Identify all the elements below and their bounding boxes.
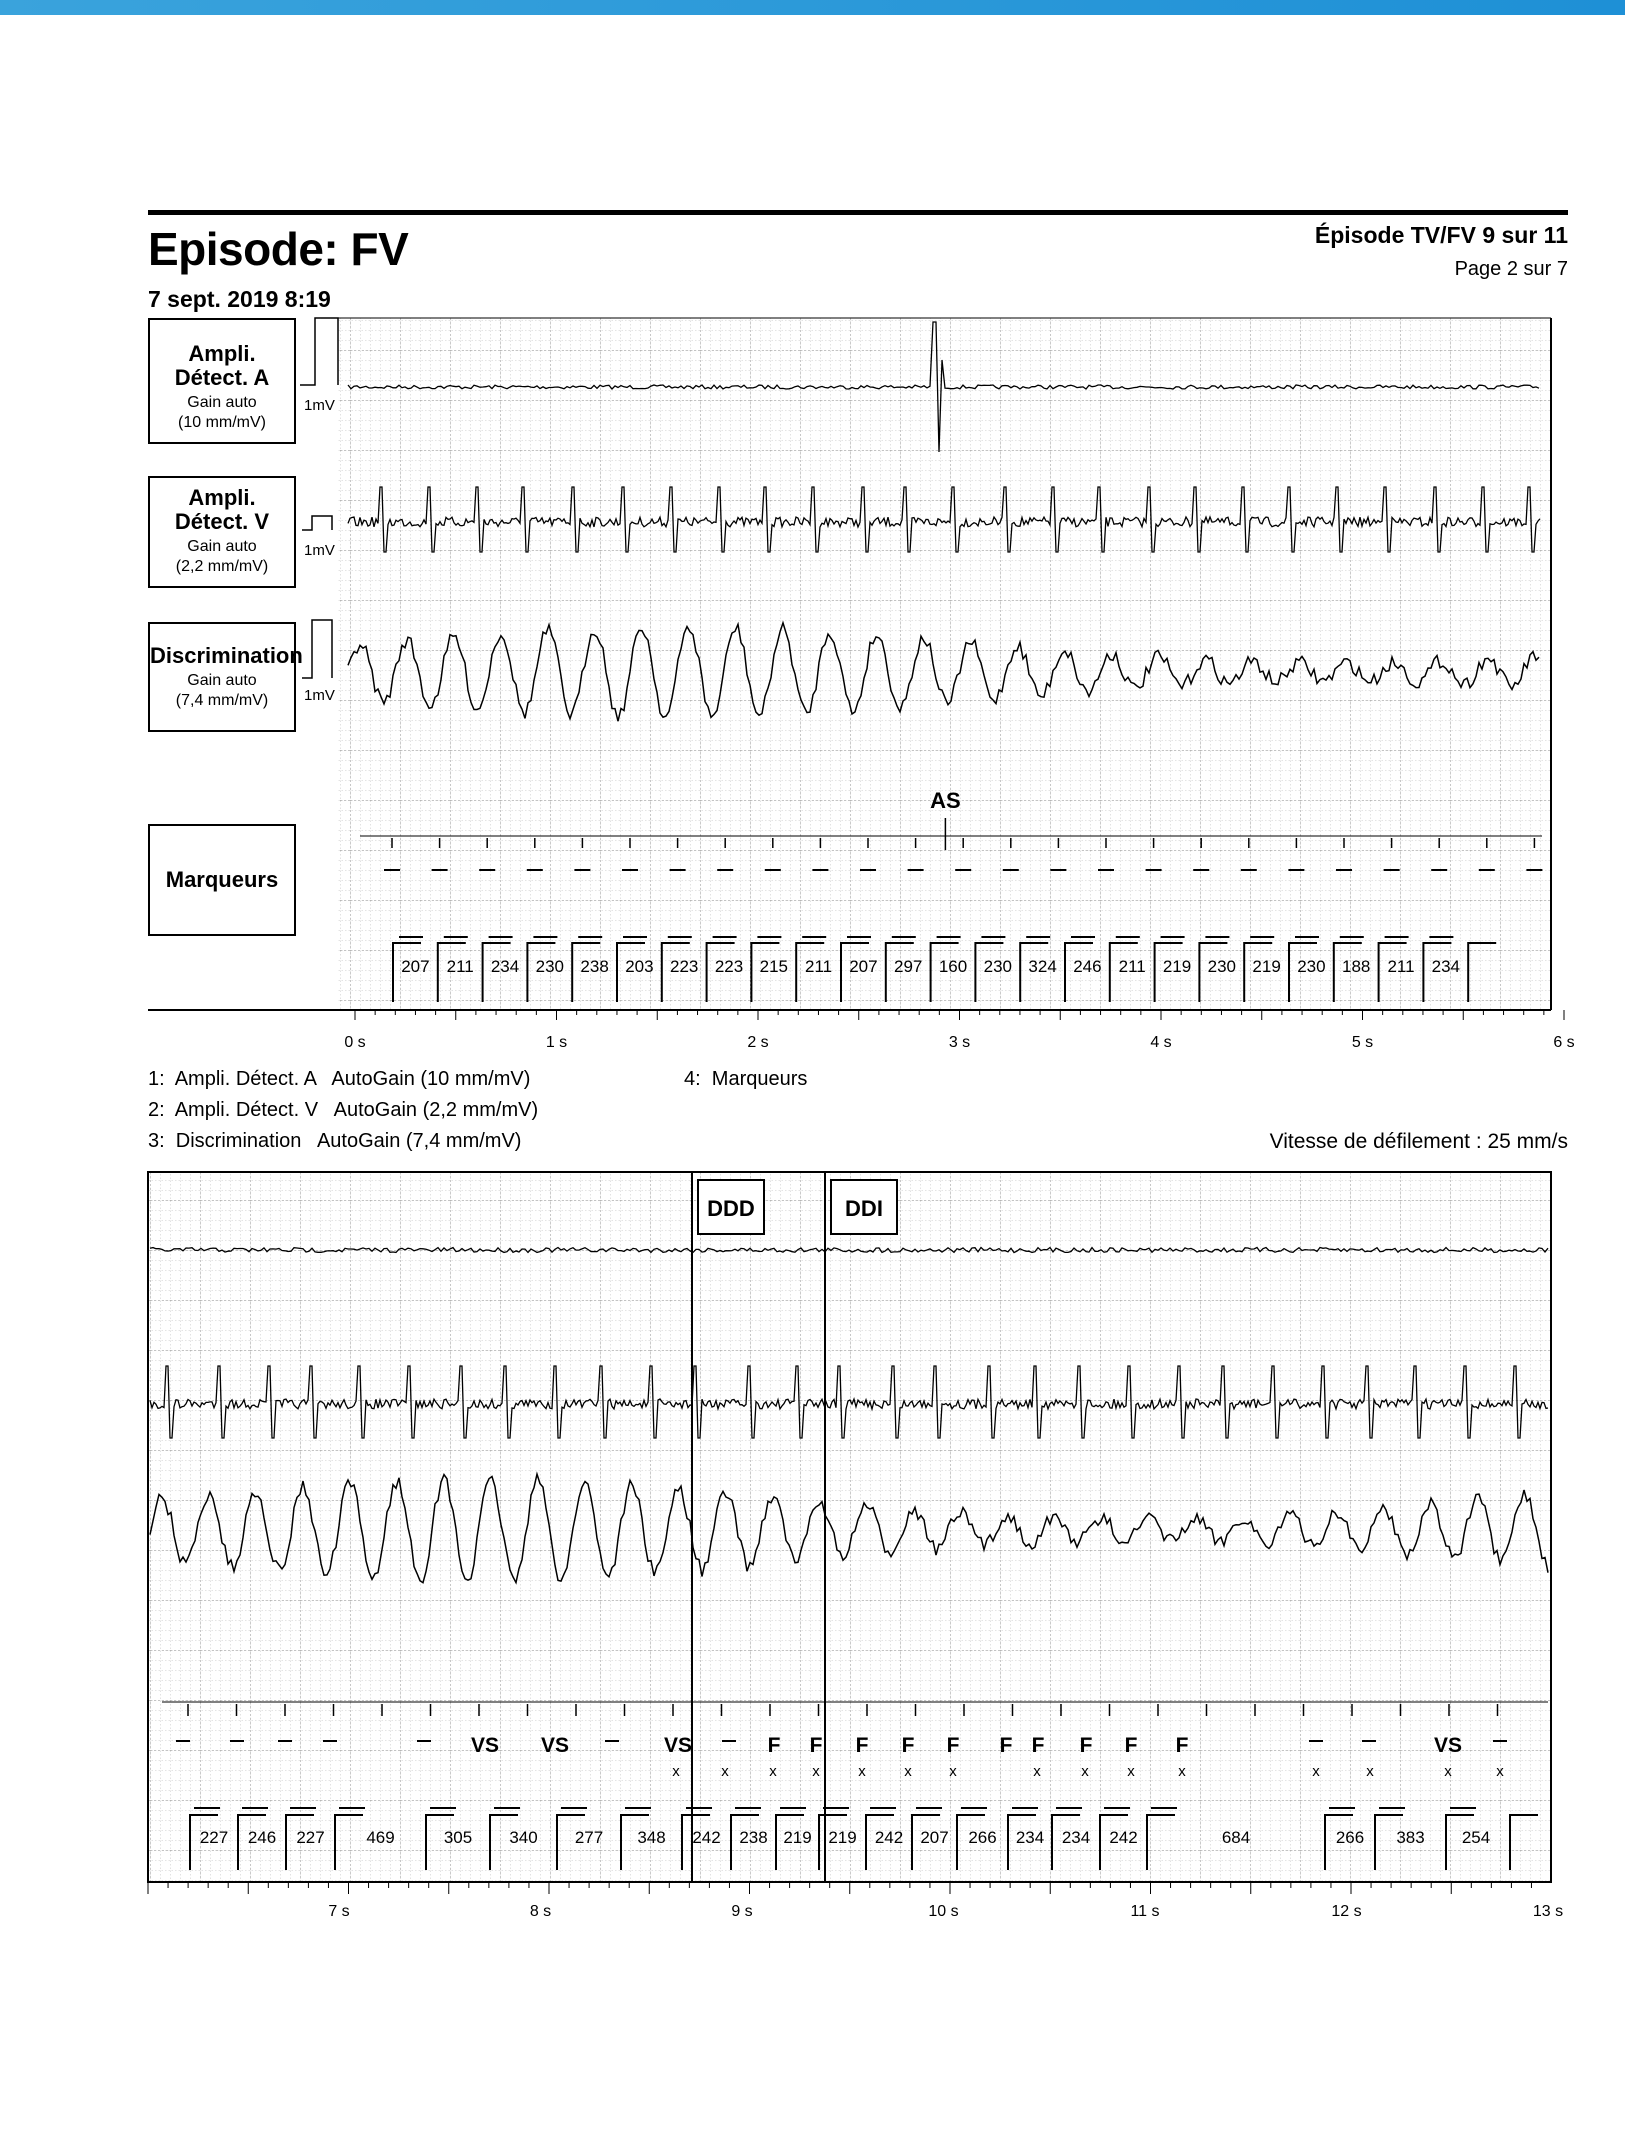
interval-value: 207 [920, 1828, 949, 1847]
ventricular-marker-label: VS [1433, 1734, 1463, 1757]
interval-value: 234 [1015, 1828, 1045, 1847]
interval-value: 215 [759, 957, 788, 976]
page-title: Episode: FV [148, 223, 409, 275]
interval-value: 305 [443, 1828, 473, 1847]
channel-scale-discrimination: (7,4 mm/mV) [175, 692, 269, 709]
interval-value: 219 [1162, 957, 1192, 976]
time-label: 10 s [928, 1903, 959, 1920]
interval-value: 219 [783, 1828, 812, 1847]
cal-label-ventricular: 1mV [304, 542, 335, 559]
x-marker: x [1366, 1763, 1374, 1780]
time-label: 1 s [545, 1034, 568, 1051]
channel-scale-ventricular: (2,2 mm/mV) [175, 558, 269, 575]
x-marker: x [1312, 1763, 1320, 1780]
ventricular-marker-label: F [999, 1734, 1013, 1757]
x-marker: x [904, 1763, 912, 1780]
interval-value: 684 [1221, 1828, 1251, 1847]
interval-value: 230 [1297, 957, 1326, 976]
channel-name-atrial: Ampli. Détect. A [174, 341, 270, 390]
strip-1 [148, 318, 1575, 1051]
interval-value: 348 [637, 1828, 666, 1847]
time-label: 4 s [1150, 1034, 1172, 1051]
time-label: 3 s [948, 1034, 971, 1051]
interval-value: 188 [1342, 957, 1371, 976]
episode-datetime: 7 sept. 2019 8:19 [148, 286, 331, 312]
channel-gain-atrial: Gain auto [187, 394, 257, 411]
x-marker: x [1081, 1763, 1089, 1780]
channel-name-discrimination: Discrimination [150, 643, 303, 668]
x-marker: x [1444, 1763, 1452, 1780]
interval-value: 207 [401, 957, 430, 976]
x-marker: x [949, 1763, 957, 1780]
ventricular-marker-label: F [809, 1734, 823, 1757]
ventricular-marker-label: F [1124, 1734, 1138, 1757]
legend-line-1: 1: Ampli. Détect. A AutoGain (10 mm/mV) [148, 1068, 531, 1090]
time-axis-1 [344, 1010, 1574, 1051]
x-marker: x [1178, 1763, 1186, 1780]
legend-line-4: 4: Marqueurs [684, 1068, 808, 1090]
interval-value: 223 [714, 957, 744, 976]
atrial-sense-label: AS [930, 788, 961, 813]
interval-value: 227 [199, 1828, 229, 1847]
channel-name-ventricular: Ampli. Détect. V [174, 485, 270, 534]
ventricular-marker-label: VS [470, 1734, 500, 1757]
interval-value: 230 [983, 957, 1012, 976]
x-marker: x [812, 1763, 820, 1780]
x-marker: x [858, 1763, 866, 1780]
interval-value: 234 [1431, 957, 1460, 976]
x-marker: x [721, 1763, 729, 1780]
legend-line-3: 3: Discrimination AutoGain (7,4 mm/mV) [148, 1130, 522, 1152]
interval-value: 207 [849, 957, 878, 976]
interval-value: 242 [874, 1828, 904, 1847]
page-number: Page 2 sur 7 [1454, 258, 1568, 280]
cal-pulse-ventricular [302, 516, 332, 530]
interval-value: 211 [1387, 957, 1415, 976]
interval-value: 238 [739, 1828, 768, 1847]
time-axis-2 [148, 1882, 1563, 1920]
ventricular-marker-label: VS [663, 1734, 693, 1757]
interval-value: 211 [446, 957, 474, 976]
time-label: 9 s [731, 1903, 753, 1920]
mode-change-label: DDI [845, 1196, 883, 1221]
ventricular-marker-label: F [1175, 1734, 1189, 1757]
interval-value: 203 [625, 957, 654, 976]
cal-pulse-discrimination [302, 620, 332, 678]
ventricular-marker-label: F [946, 1734, 960, 1757]
x-marker: x [1033, 1763, 1041, 1780]
channel-gain-ventricular: Gain auto [187, 538, 257, 555]
strip-2 [148, 1172, 1563, 1920]
interval-value: 469 [366, 1828, 395, 1847]
interval-value: 219 [1252, 957, 1281, 976]
time-label: 2 s [747, 1034, 769, 1051]
time-label: 7 s [328, 1903, 350, 1920]
time-label: 5 s [1351, 1034, 1374, 1051]
interval-value: 211 [805, 957, 833, 976]
ventricular-marker-label: F [901, 1734, 915, 1757]
scroll-speed: Vitesse de défilement : 25 mm/s [1269, 1130, 1568, 1153]
interval-value: 211 [1118, 957, 1146, 976]
time-label: 0 s [344, 1034, 366, 1051]
interval-value: 340 [509, 1828, 538, 1847]
interval-value: 160 [938, 957, 968, 976]
legend-line-2: 2: Ampli. Détect. V AutoGain (2,2 mm/mV) [148, 1099, 539, 1121]
interval-value: 383 [1396, 1828, 1425, 1847]
interval-value: 266 [1335, 1828, 1365, 1847]
x-marker: x [1496, 1763, 1504, 1780]
ventricular-marker-label: F [1079, 1734, 1093, 1757]
interval-value: 227 [296, 1828, 325, 1847]
x-marker: x [769, 1763, 777, 1780]
channel-scale-atrial: (10 mm/mV) [178, 414, 266, 431]
interval-value: 266 [968, 1828, 997, 1847]
time-label: 12 s [1331, 1903, 1362, 1920]
interval-value: 242 [1109, 1828, 1138, 1847]
time-label: 13 s [1532, 1903, 1564, 1920]
time-label: 8 s [529, 1903, 552, 1920]
interval-value: 234 [1061, 1828, 1091, 1847]
time-label: 11 s [1130, 1903, 1160, 1920]
cal-label-atrial: 1mV [304, 397, 335, 414]
time-label: 6 s [1553, 1034, 1575, 1051]
x-marker: x [672, 1763, 680, 1780]
channel-name-markers: Marqueurs [165, 867, 279, 892]
interval-value: 230 [1207, 957, 1236, 976]
interval-value: 277 [574, 1828, 604, 1847]
strip-2-grid [148, 1172, 1551, 1882]
interval-value: 297 [894, 957, 923, 976]
ventricular-marker-label: F [767, 1734, 781, 1757]
interval-value: 234 [490, 957, 520, 976]
cal-pulse-atrial [300, 318, 338, 385]
interval-value: 238 [580, 957, 609, 976]
episode-counter: Épisode TV/FV 9 sur 11 [1314, 222, 1568, 248]
interval-value: 219 [828, 1828, 857, 1847]
mode-change-label: DDD [707, 1196, 755, 1221]
interval-value: 254 [1461, 1828, 1491, 1847]
cal-label-discrimination: 1mV [304, 687, 335, 704]
interval-value: 242 [692, 1828, 721, 1847]
interval-value: 223 [670, 957, 699, 976]
strip-1-grid [338, 318, 1551, 1010]
ventricular-marker-label: F [1031, 1734, 1045, 1757]
ventricular-marker-label: F [855, 1734, 869, 1757]
interval-value: 246 [247, 1828, 277, 1847]
x-marker: x [1127, 1763, 1135, 1780]
interval-value: 324 [1028, 957, 1057, 976]
interval-value: 246 [1073, 957, 1102, 976]
interval-value: 230 [535, 957, 564, 976]
channel-gain-discrimination: Gain auto [187, 672, 257, 689]
ventricular-marker-label: VS [540, 1734, 570, 1757]
